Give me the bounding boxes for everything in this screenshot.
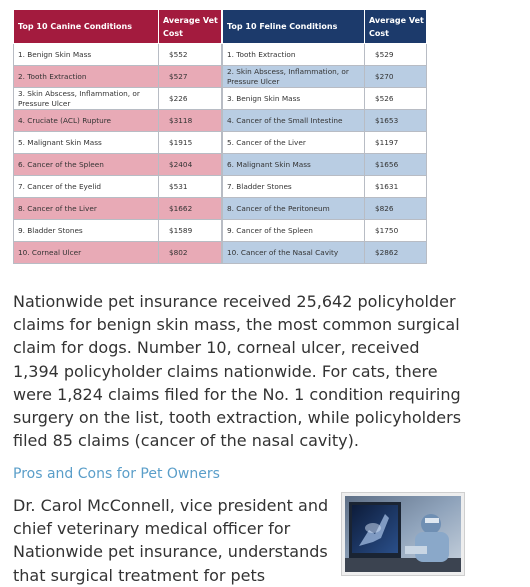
feline-condition-header: Top 10 Feline Conditions (223, 10, 365, 44)
canine-row (14, 88, 222, 110)
canine-cost-cell: $1589 (159, 220, 222, 242)
feline-row (223, 220, 427, 242)
canine-cost-cell: $802 (159, 242, 222, 264)
canine-cost-cell: $2404 (159, 154, 222, 176)
canine-row (14, 198, 222, 220)
canine-row (14, 66, 222, 88)
feline-condition-cell: 4. Cancer of the Small Intestine (223, 110, 365, 132)
canine-condition-cell: 3. Skin Abscess, Inflammation, or Pressure Ulcer (14, 88, 159, 110)
canine-row (14, 132, 222, 154)
article-body (13, 290, 463, 452)
canine-condition-cell: 8. Cancer of the Liver (14, 198, 159, 220)
canine-condition-cell: 2. Tooth Extraction (14, 66, 159, 88)
feline-cost-cell: $1197 (365, 132, 427, 154)
canine-condition-cell: 9. Bladder Stones (14, 220, 159, 242)
feline-header-row (223, 10, 427, 44)
feline-condition-cell: 5. Cancer of the Liver (223, 132, 365, 154)
veterinary-surgery-photo (341, 492, 465, 576)
canine-condition-header: Top 10 Canine Conditions (14, 10, 159, 44)
feline-condition-cell: 3. Benign Skin Mass (223, 88, 365, 110)
canine-condition-cell: 7. Cancer of the Eyelid (14, 176, 159, 198)
feline-row (223, 154, 427, 176)
canine-condition-cell: 4. Cruciate (ACL) Rupture (14, 110, 159, 132)
feline-cost-cell: $1653 (365, 110, 427, 132)
feline-row (223, 176, 427, 198)
canine-condition-cell: 5. Malignant Skin Mass (14, 132, 159, 154)
canine-condition-cell: 10. Corneal Ulcer (14, 242, 159, 264)
feline-row (223, 88, 427, 110)
article-paragraph-2: Dr. Carol McConnell, vice president and chief veterinary medical officer for Nationwide pet insurance, understands that surgical treatment for pets (13, 496, 329, 585)
feline-condition-cell: 10. Cancer of the Nasal Cavity (223, 242, 365, 264)
feline-row (223, 44, 427, 66)
canine-row (14, 154, 222, 176)
article-paragraph: Nationwide pet insurance received 25,642 policyholder claims for benign skin mass, the most common surgical claim for dogs. Number 10, corneal ulcer, received 1,394 policyholder claims nationwide. For cats, there were 1,824 claims filed for the No. 1 condition requiring surgery on the list, tooth extraction, while policyholders filed 85 claims (cancer of the nasal cavity). (13, 292, 462, 451)
canine-row (14, 220, 222, 242)
feline-condition-cell: 1. Tooth Extraction (223, 44, 365, 66)
photo-illustration (345, 496, 461, 572)
canine-cost-cell: $552 (159, 44, 222, 66)
canine-cost-cell: $3118 (159, 110, 222, 132)
feline-cost-cell: $1631 (365, 176, 427, 198)
canine-row (14, 242, 222, 264)
canine-condition-cell: 6. Cancer of the Spleen (14, 154, 159, 176)
feline-condition-cell: 6. Malignant Skin Mass (223, 154, 365, 176)
feline-condition-cell: 8. Cancer of the Peritoneum (223, 198, 365, 220)
canine-cost-header: Average Vet Cost (159, 10, 222, 44)
feline-cost-header: Average Vet Cost (365, 10, 427, 44)
feline-cost-cell: $526 (365, 88, 427, 110)
feline-row (223, 110, 427, 132)
canine-condition-cell: 1. Benign Skin Mass (14, 44, 159, 66)
canine-cost-cell: $1915 (159, 132, 222, 154)
feline-conditions-table (222, 9, 427, 264)
feline-cost-cell: $270 (365, 66, 427, 88)
feline-cost-cell: $826 (365, 198, 427, 220)
canine-cost-cell: $226 (159, 88, 222, 110)
feline-row (223, 242, 427, 264)
canine-conditions-table (13, 9, 222, 264)
feline-cost-cell: $1750 (365, 220, 427, 242)
canine-header-row (14, 10, 222, 44)
feline-cost-cell: $2862 (365, 242, 427, 264)
canine-row (14, 44, 222, 66)
feline-row (223, 132, 427, 154)
feline-cost-cell: $1656 (365, 154, 427, 176)
feline-cost-cell: $529 (365, 44, 427, 66)
section-subheading: Pros and Cons for Pet Owners (13, 466, 220, 482)
feline-condition-cell: 2. Skin Abscess, Inflammation, or Pressure Ulcer (223, 66, 365, 88)
feline-row (223, 66, 427, 88)
canine-cost-cell: $527 (159, 66, 222, 88)
feline-condition-cell: 9. Cancer of the Spleen (223, 220, 365, 242)
canine-cost-cell: $1662 (159, 198, 222, 220)
canine-cost-cell: $531 (159, 176, 222, 198)
feline-condition-cell: 7. Bladder Stones (223, 176, 365, 198)
canine-row (14, 110, 222, 132)
canine-row (14, 176, 222, 198)
conditions-tables (13, 9, 427, 277)
feline-row (223, 198, 427, 220)
